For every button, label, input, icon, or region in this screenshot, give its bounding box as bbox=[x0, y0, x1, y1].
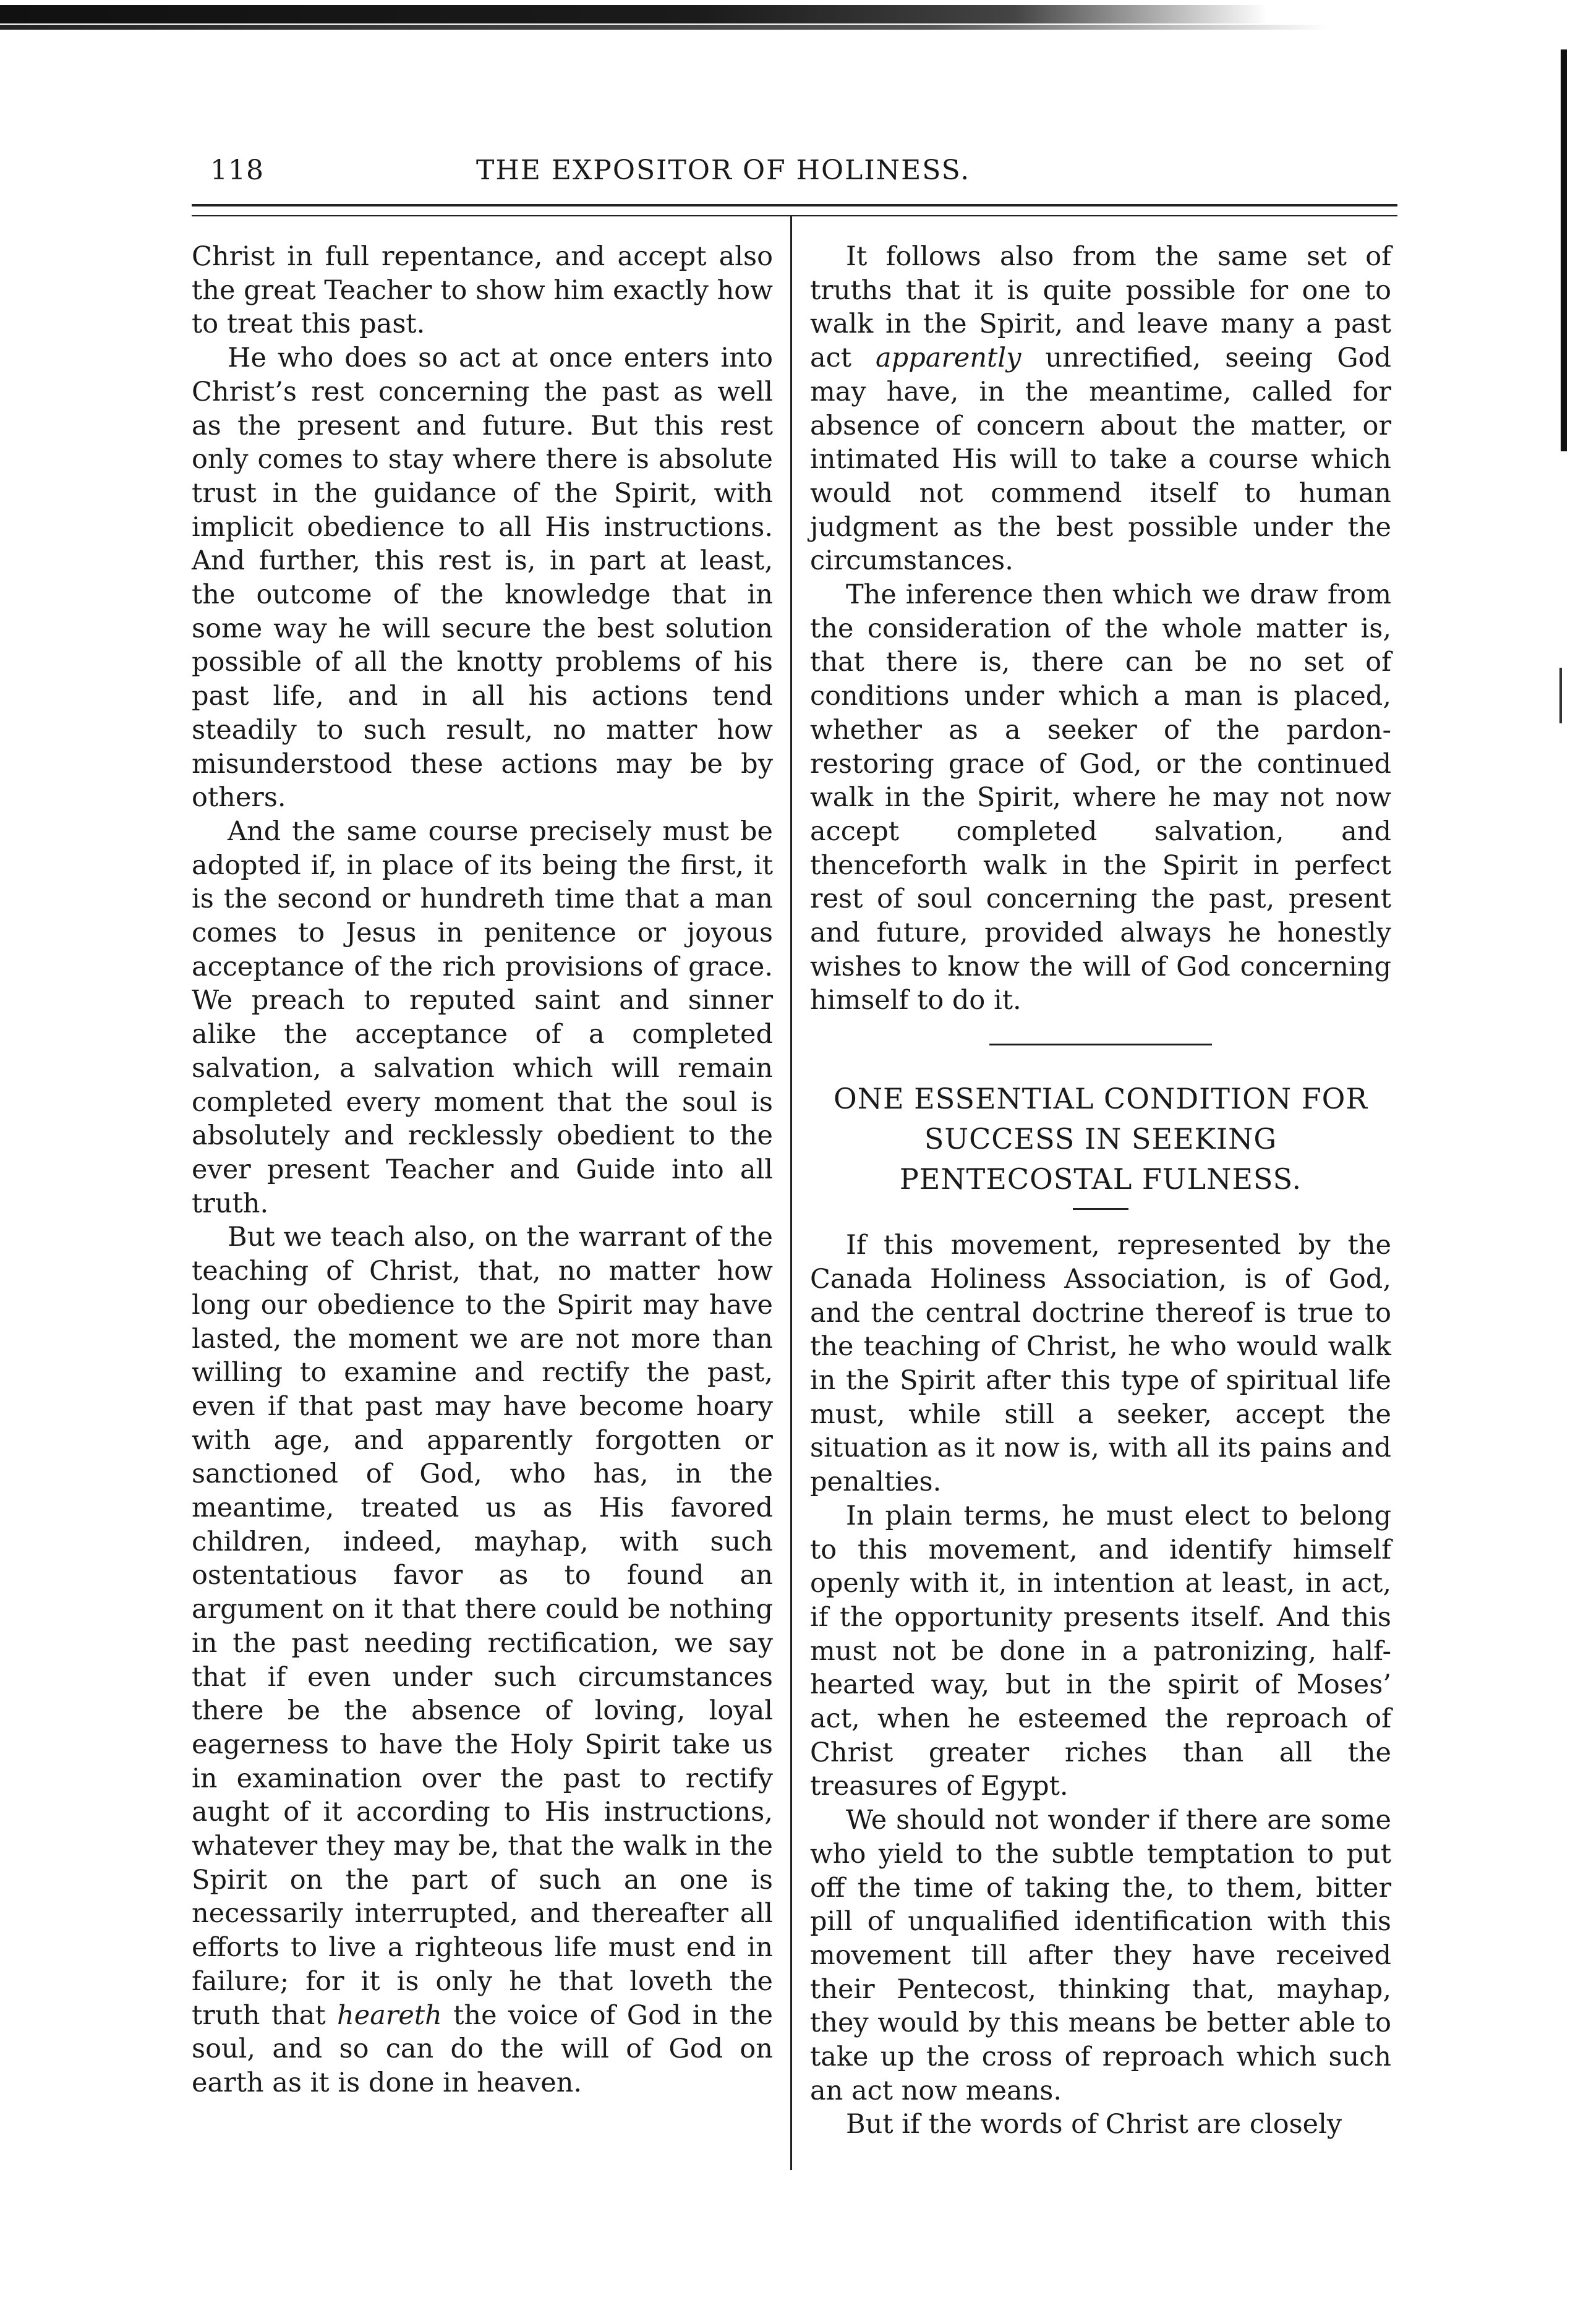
header-double-rule bbox=[192, 204, 1397, 216]
section-title: ONE ESSENTIAL CONDITION FOR SUCCESS IN SEEKING PENTECOSTAL FULNESS. bbox=[834, 1082, 1368, 1196]
paragraph: We should not wonder if there are some who yield to the subtle temptation to put off the time of taking the, to them, bitter pill of unqualified identification with this movement till after they have received their Pentecost, thinking that, mayhap, they would by this means be better able to take up the cross of reproach which such an act now means. bbox=[810, 1805, 1391, 2106]
paragraph-text: It follows also from the same set of truths that it is quite possible for one to walk in the Spirit, and leave many a past act bbox=[810, 241, 1391, 374]
page-header bbox=[192, 155, 1397, 198]
running-title: THE EXPOSITOR OF HOLINESS. bbox=[476, 155, 971, 186]
scan-border bbox=[0, 0, 1578, 33]
right-column bbox=[810, 240, 1391, 2142]
paragraph-text: the voice of God in the soul, and so can do the will of God on earth as it is done in heaven. bbox=[192, 1999, 774, 2098]
section-divider-rule bbox=[989, 1044, 1212, 1045]
scan-artifact-rule bbox=[0, 25, 1329, 30]
paragraph: Christ in full repentance, and accept also the great Teacher to show him exactly how to treat this past. bbox=[192, 241, 773, 340]
paragraph: And the same course precisely must be adopted if, in place of its being the first, it is the second or hundreth time that a man comes to Jesus in penitence or joyous acceptance of the rich provisions of grace. We preach to reputed saint and sinner alike the acceptance of a completed salvation, a salvation which will remain completed every moment that the soul is absolutely and recklessly obedient to the ever present Teacher and Guide into all truth. bbox=[192, 815, 773, 1219]
column-divider bbox=[790, 216, 792, 2170]
paragraph-text: unrectified, seeing God may have, in the meantime, called for absence of concern about the matter, or intimated His will to take a course which would not commend itself to human judgment as the best possible under the circumstances. bbox=[810, 343, 1391, 577]
paragraph: In plain terms, he must elect to belong to this movement, and identify himself openly with it, in intention at least, in act, if the opportunity presents itself. And this must not be done in a patronizing, half-hearted way, but in the spirit of Moses’ act, when he esteemed the reproach of Christ greater riches than all the treasures of Egypt. bbox=[810, 1500, 1391, 1802]
paragraph: He who does so act at once enters into Christ’s rest concerning the past as well as the present and future. But this rest only comes to stay where there is absolute trust in the guidance of the Spirit, with implicit obedience to all His instructions. And further, this rest is, in part at least, the outcome of the knowledge that in some way he will secure the best solution possible of all the knotty problems of his past life, and in all his actions tend steadily to such result, no matter how misunderstood these actions may be by others. bbox=[192, 343, 773, 814]
scan-edge-mark bbox=[1561, 49, 1567, 451]
scan-artifact-bar bbox=[0, 5, 1268, 23]
title-short-rule bbox=[1073, 1208, 1128, 1210]
paragraph bbox=[192, 1220, 773, 2100]
paragraph: The inference then which we draw from the consideration of the whole matter is, that there is, there can be no set of conditions under which a man is placed, whether as a seeker of the pardon-restoring grace of God, or the continued walk in the Spirit, where he may not now accept completed salvation, and thenceforth walk in the Spirit in perfect rest of soul concerning the past, present and future, provided always he honestly wishes to know the will of God concerning himself to do it. bbox=[810, 579, 1391, 1016]
paragraph: If this movement, represented by the Canada Holiness Association, is of God, and the central doctrine thereof is true to the teaching of Christ, he who would walk in the Spirit after this type of spiritual life must, while still a seeker, accept the situation as it now is, with all its pains and penalties. bbox=[810, 1230, 1391, 1498]
paragraph bbox=[810, 240, 1391, 578]
emphasis-text: heareth bbox=[337, 1999, 442, 2031]
scan-edge-mark-small bbox=[1559, 668, 1562, 723]
emphasis-text: apparently bbox=[876, 343, 1021, 374]
left-column bbox=[192, 240, 773, 2100]
page-number: 118 bbox=[210, 155, 264, 186]
paragraph-text: But we teach also, on the warrant of the teaching of Christ, that, no matter how long our obedience to the Spirit may have lasted, the moment we are not more than willing to examine and rectify the past, even if that past may have become hoary with age, and apparently forgotten or sanctioned of God, who has, in the meantime, treated us as His favored children, indeed, mayhap, with such ostentatious favor as to found an argument on it that there could be nothing in the past needing rectification, we say that if even under such circumstances there be the absence of loving, loyal eagerness to have the Holy Spirit take us in examination over the past to rectify aught of it according to His instructions, whatever they may be, that the walk in the Spirit on the part of such an one is necessarily interrupted, and thereafter all efforts to live a righteous life must end in failure; for it is only he that loveth the truth that bbox=[192, 1222, 773, 2031]
paragraph: But if the words of Christ are closely bbox=[846, 2109, 1342, 2140]
